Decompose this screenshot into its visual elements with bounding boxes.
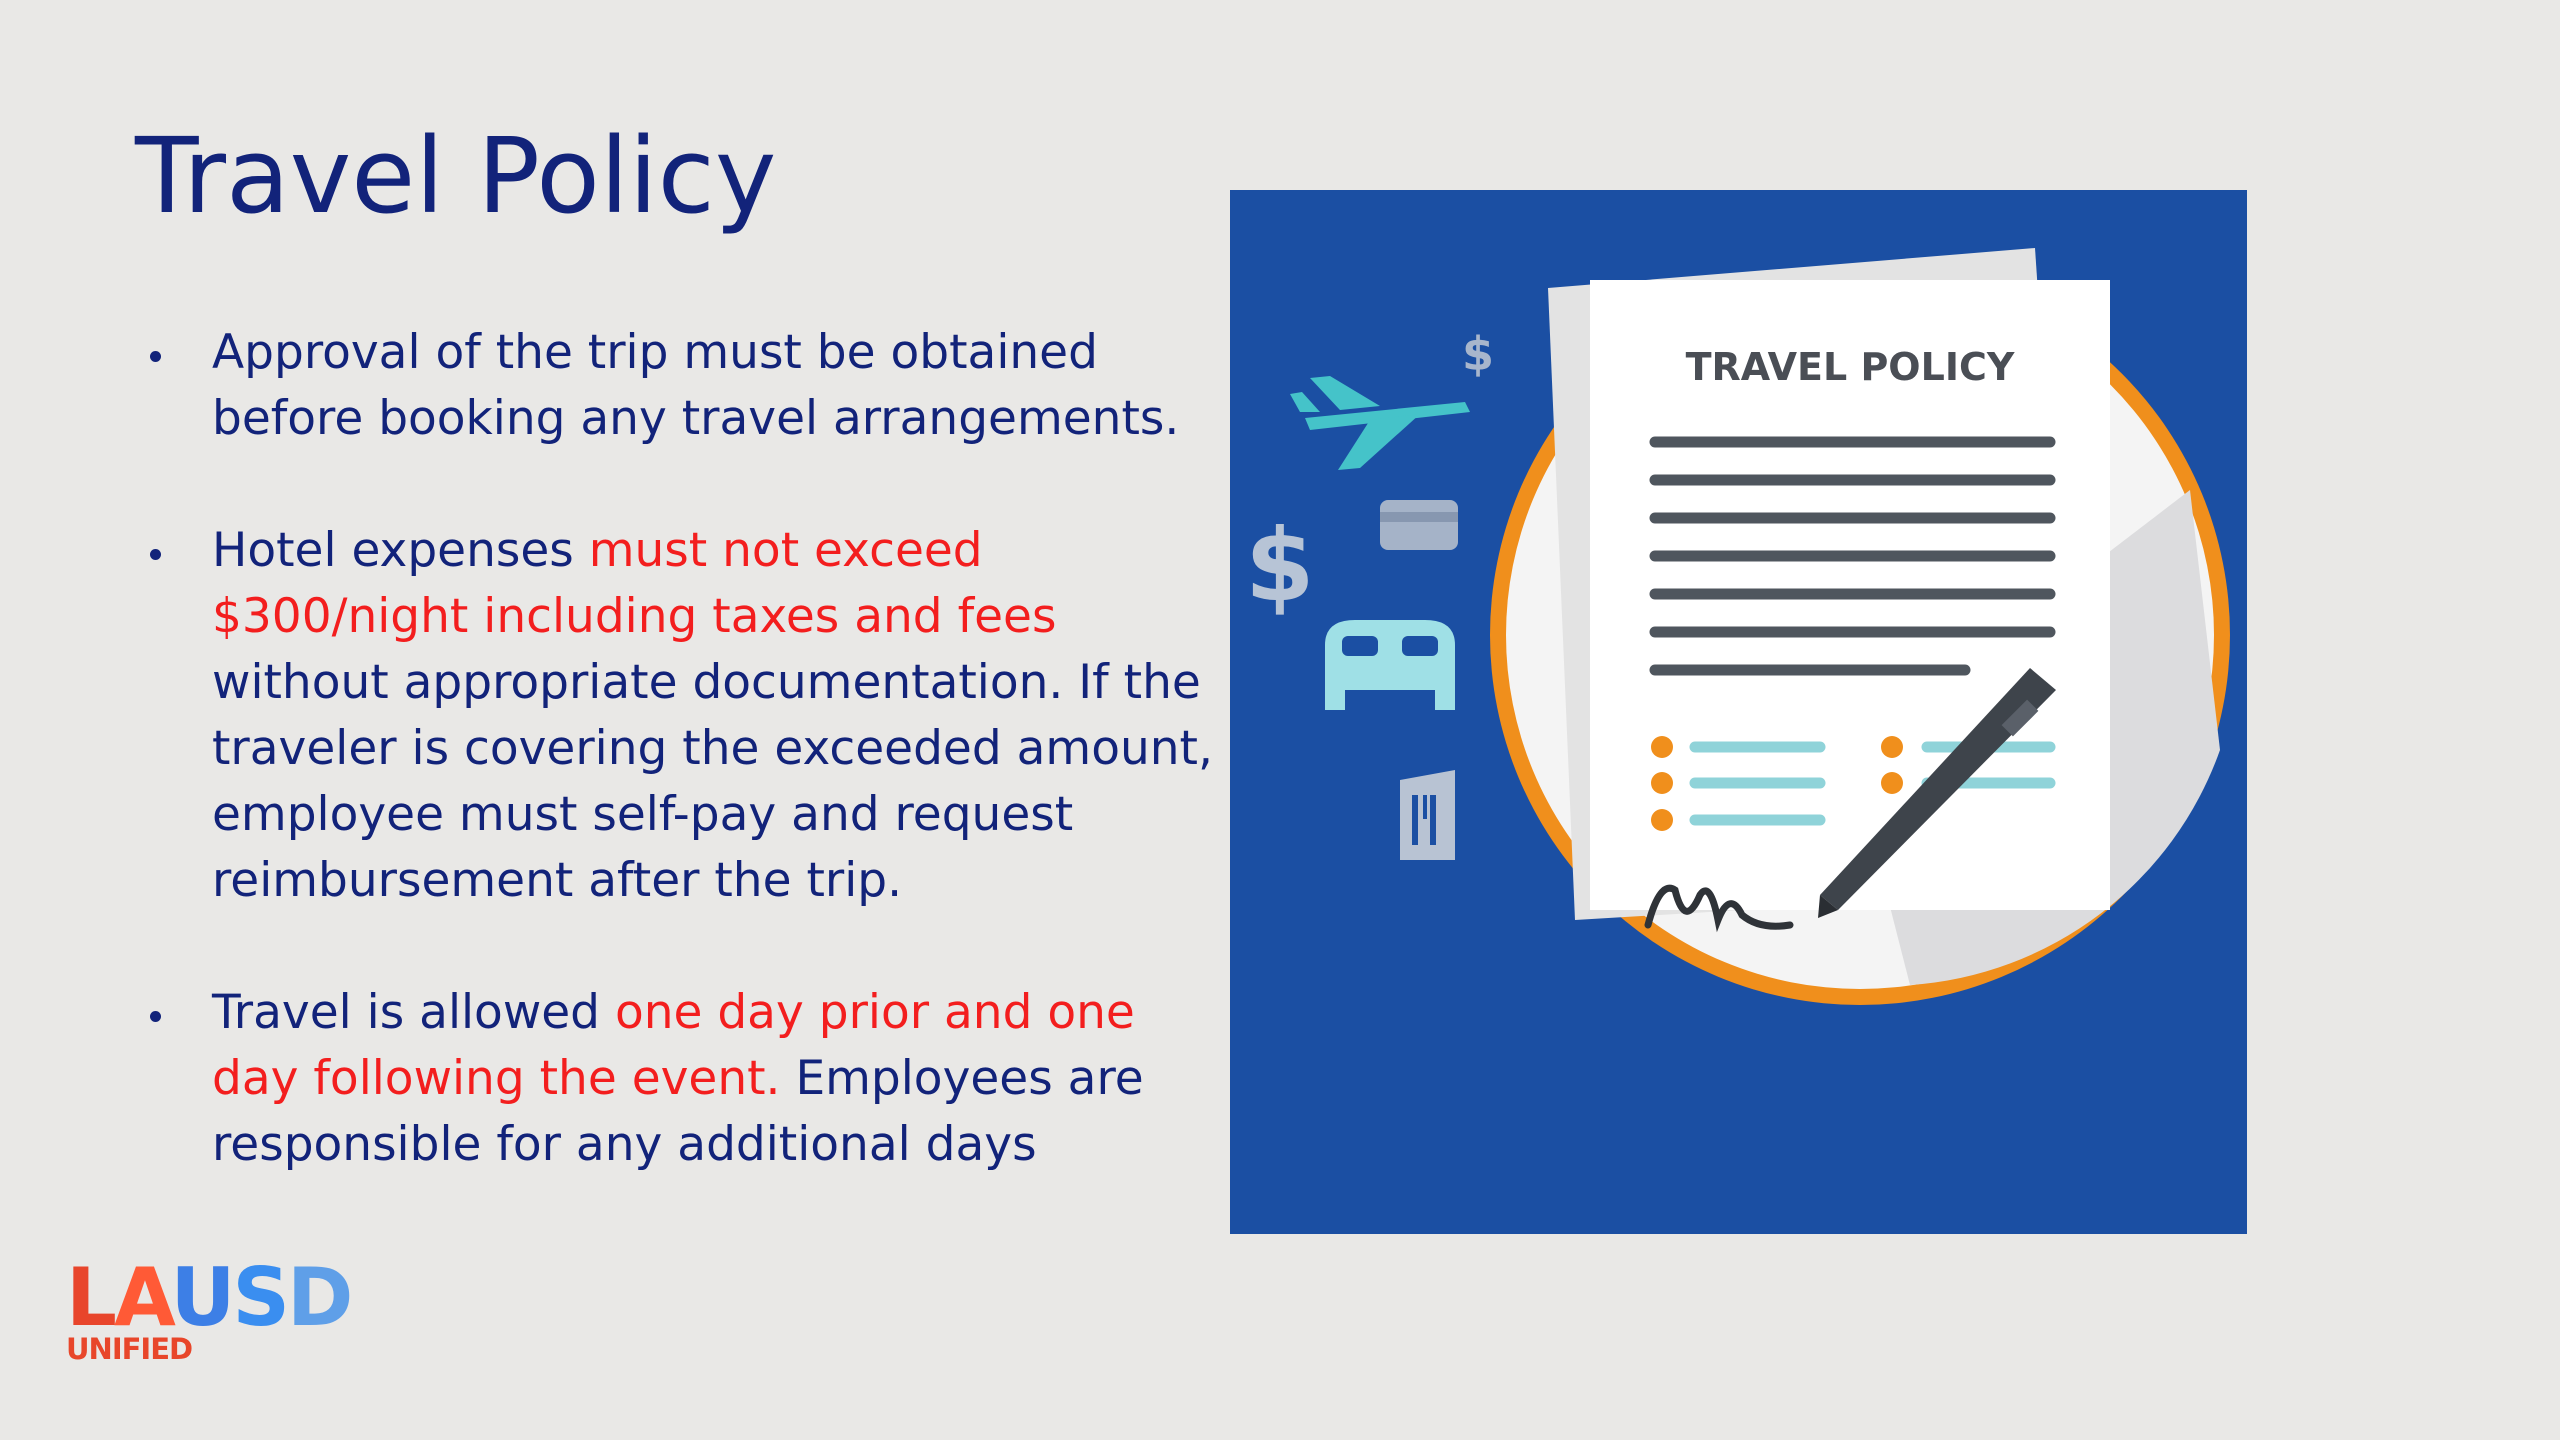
illustration-svg xyxy=(1230,190,2247,1234)
bullet-text: Travel is allowed xyxy=(212,985,615,1040)
bullet-item-approval xyxy=(140,320,1220,452)
bullet-item-travel-days xyxy=(140,980,1220,1178)
dollar-icon xyxy=(1245,507,1315,624)
svg-text:$: $ xyxy=(1245,507,1315,624)
logo-subtitle: UNIFIED xyxy=(66,1332,193,1366)
bullet-text: Approval of the trip must be obtained before booking any travel arrangements. xyxy=(212,325,1180,446)
bullet-highlight: one day prior and one day following the event. xyxy=(212,985,1135,1106)
dollar-icon xyxy=(1462,327,1494,381)
logo-wordmark: LAUSD xyxy=(66,1251,351,1344)
bullet-item-hotel xyxy=(140,518,1220,914)
bullet-text: Hotel expenses xyxy=(212,523,589,578)
bullet-list xyxy=(140,320,1220,1244)
svg-text:$: $ xyxy=(1462,327,1495,381)
credit-card-icon xyxy=(1380,500,1458,550)
bullet-highlight: must not exceed $300/night including taxes and fees xyxy=(212,523,1057,644)
travel-policy-illustration xyxy=(1230,190,2247,1234)
bullet-text: Employees are responsible for any additional days xyxy=(212,1051,1144,1172)
slide-title: Travel Policy xyxy=(135,115,777,237)
bullet-dot-icon xyxy=(150,1011,161,1022)
lausd-logo xyxy=(66,1251,366,1368)
document-heading: TRAVEL POLICY xyxy=(1685,345,2015,389)
menu-icon xyxy=(1400,770,1455,860)
bullet-text: without appropriate documentation. If the traveler is covering the exceeded amount, employee must self-pay and request reimbursement after the trip. xyxy=(212,655,1213,908)
document-text-lines xyxy=(1655,442,2050,670)
bullet-dot-icon xyxy=(150,351,161,362)
bullet-dot-icon xyxy=(150,549,161,560)
